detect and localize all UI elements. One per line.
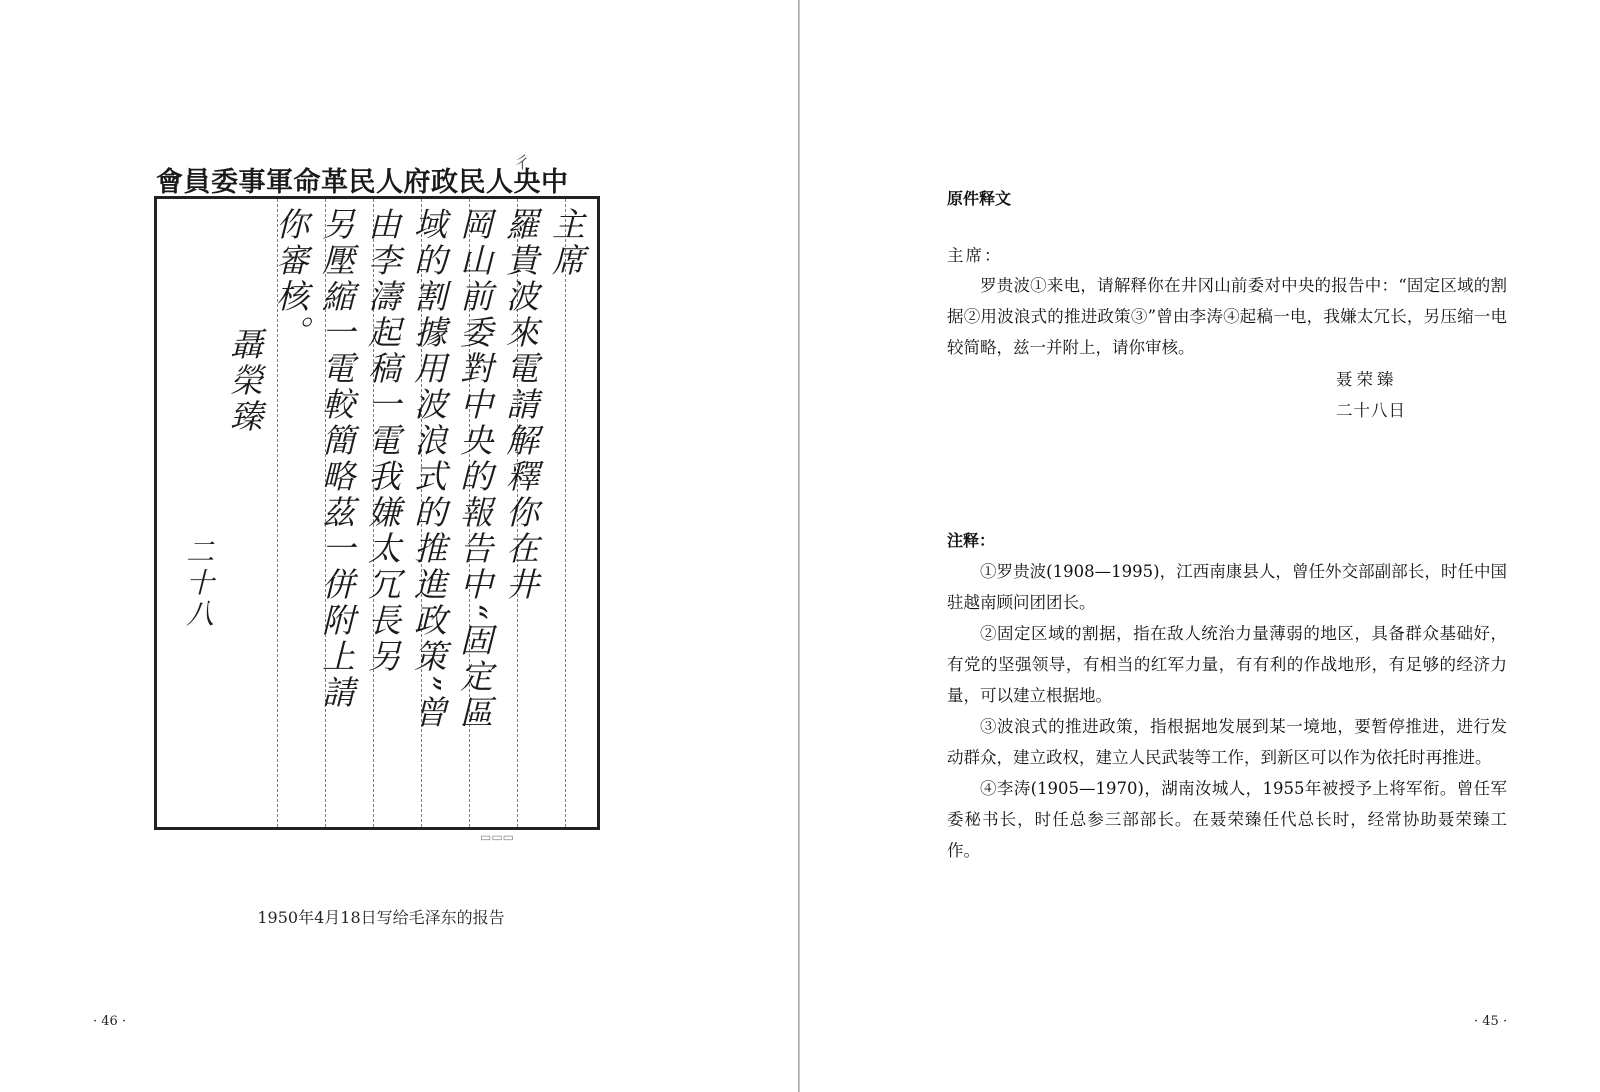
page-number-left: · 46 · <box>93 1014 127 1029</box>
right-page <box>800 0 1600 1092</box>
transcript-body: 罗贵波①来电，请解释你在井冈山前委对中央的报告中：“固定区域的割据②用波浪式的推进政策③”曾由李涛④起稿一电，我嫌太冗长，另压缩一电较简略，兹一并附上，请你审核。 <box>947 276 1507 357</box>
manuscript-line: 羅貴波來電請解釋你在井 <box>501 207 540 603</box>
transcript-heading: 原件释文 <box>947 189 1012 208</box>
manuscript-line: 你審核。 <box>271 207 310 351</box>
signer-name: 聂荣臻 <box>1336 370 1398 389</box>
letter-date: 二十八日 <box>1336 401 1406 420</box>
note-item: ①罗贵波(1908—1995)，江西南康县人，曾任外交部副部长，时任中国驻越南顾问团团长。 <box>947 562 1507 612</box>
manuscript-line: 主席 <box>547 207 586 279</box>
left-page <box>0 0 798 1092</box>
notes-list <box>947 556 1507 866</box>
manuscript-facsimile <box>150 150 612 862</box>
note-item: ③波浪式的推进政策，指根据地发展到某一境地，要暂停推进，进行发动群众，建立政权，建立人民武装等工作，到新区可以作为依托时再推进。 <box>947 717 1507 767</box>
manuscript-line: 另壓縮一電較簡略茲一併附上請 <box>317 207 356 711</box>
manuscript-signature: 聶榮臻 <box>225 327 264 435</box>
page-number-right: · 45 · <box>1474 1014 1508 1029</box>
figure-caption: 1950年4月18日写给毛泽东的报告 <box>257 908 505 927</box>
manuscript-date: 二十八 <box>182 537 215 630</box>
handwritten-letter <box>182 207 589 791</box>
note-item: ④李涛(1905—1970)，湖南汝城人，1955年被授予上将军衔。曾任军委秘书长，时任总参三部部长。在聂荣臻任代总长时，经常协助聂荣臻工作。 <box>947 779 1507 860</box>
note-item: ②固定区域的割据，指在敌人统治力量薄弱的地区，具备群众基础好，有党的坚强领导，有相当的红军力量，有有利的作战地形，有足够的经济力量，可以建立根据地。 <box>947 624 1507 705</box>
letter-frame <box>154 196 600 830</box>
manuscript-line: 域的割據用波浪式的推進政策”曾 <box>409 207 448 731</box>
archive-stamp: ▭▭▭ <box>480 830 515 844</box>
salutation: 主席： <box>947 246 1003 265</box>
manuscript-line: 由李濤起稿一電我嫌太冗長另 <box>363 207 402 675</box>
archive-mark: 彳 <box>514 153 531 172</box>
letterhead: 中央人民政府人民革命軍事委員會 <box>156 167 569 198</box>
manuscript-line: 岡山前委對中央的報告中“固定區 <box>455 207 494 731</box>
notes-heading: 注释： <box>947 531 996 550</box>
